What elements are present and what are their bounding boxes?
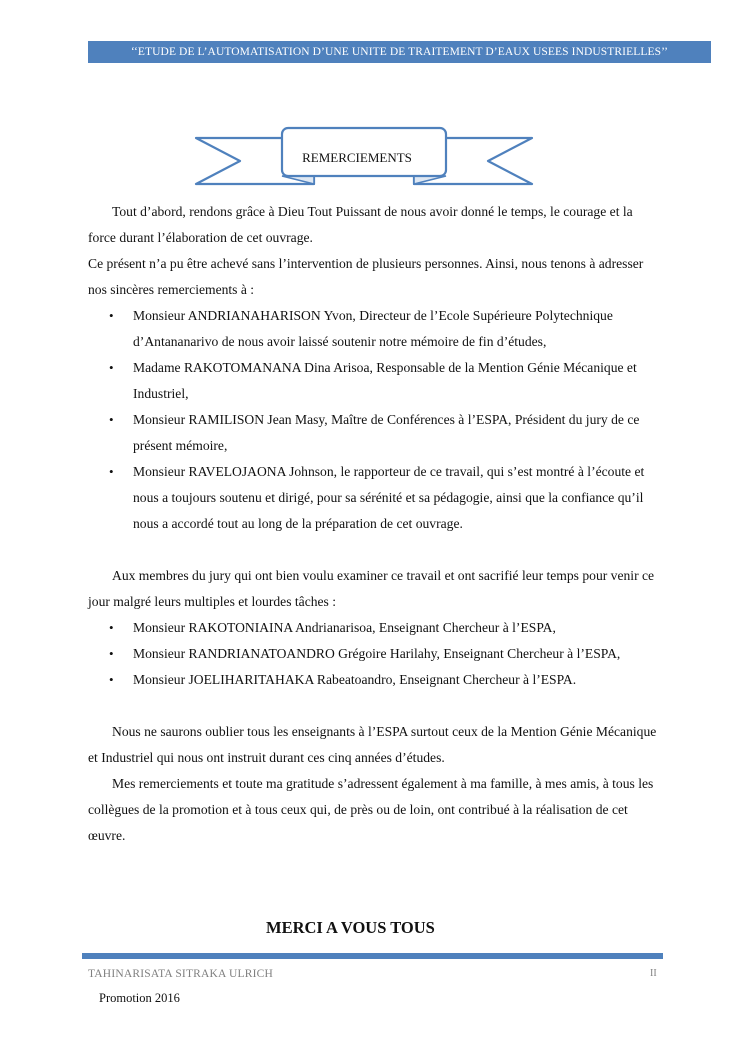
- closing-paragraph: Nous ne saurons oublier tous les enseignants à l’ESPA surtout ceux de la Mention Génie Mécanique et Industriel qui nous ont instruit durant ces cinq années d’études.: [88, 724, 657, 765]
- page-number: II: [650, 968, 657, 979]
- jury-list: [88, 615, 660, 693]
- intro-paragraph: Ce présent n’a pu être achevé sans l’intervention de plusieurs personnes. Ainsi, nous tenons à adresser nos sincères remerciements à :: [88, 256, 644, 297]
- thanks-list: [88, 303, 660, 537]
- footer-author: TAHINARISATA SITRAKA ULRICH: [88, 968, 274, 980]
- section-title: REMERCIEMENTS: [302, 150, 412, 165]
- list-item: • Monsieur JOELIHARITAHAKA Rabeatoandro, Enseignant Chercheur à l’ESPA.: [88, 667, 660, 693]
- list-item: • Monsieur RANDRIANATOANDRO Grégoire Harilahy, Enseignant Chercheur à l’ESPA,: [88, 641, 660, 667]
- list-item: • Monsieur RAKOTONIAINA Andrianarisoa, Enseignant Chercheur à l’ESPA,: [88, 615, 660, 641]
- footer-promotion: Promotion 2016: [99, 991, 180, 1005]
- closing-paragraph: Mes remerciements et toute ma gratitude s’adressent également à ma famille, à mes amis, à tous les collègues de la promotion et à tous ceux qui, de près ou de loin, ont contribué à la réalisation de cet œuvre.: [88, 776, 654, 843]
- intro-paragraph: Tout d’abord, rendons grâce à Dieu Tout Puissant de nous avoir donné le temps, le courage et la force durant l’élaboration de cet ouvrage.: [88, 204, 633, 245]
- jury-intro-paragraph: Aux membres du jury qui ont bien voulu examiner ce travail et ont sacrifié leur temps pour venir ce jour malgré leurs multiples et lourdes tâches :: [88, 568, 655, 609]
- list-item: • Monsieur RAVELOJAONA Johnson, le rapporteur de ce travail, qui s’est montré à l’écoute et nous a toujours soutenu et dirigé, pour sa sérénité et sa pédagogie, ainsi que la confiance qu’il nous a accordé tout au long de la préparation de cet ouvrage.: [88, 459, 660, 537]
- page-body: [88, 199, 660, 849]
- list-item: • Monsieur RAMILISON Jean Masy, Maître de Conférences à l’ESPA, Président du jury de ce présent mémoire,: [88, 407, 660, 459]
- list-item: • Madame RAKOTOMANANA Dina Arisoa, Responsable de la Mention Génie Mécanique et Industriel,: [88, 355, 660, 407]
- running-header: ‘‘ETUDE DE L’AUTOMATISATION D’UNE UNITE DE TRAITEMENT D’EAUX USEES INDUSTRIELLES’’: [88, 41, 711, 63]
- footer-divider: [82, 953, 663, 959]
- list-item: • Monsieur ANDRIANAHARISON Yvon, Directeur de l’Ecole Supérieure Polytechnique d’Antananarivo de nous avoir laissé soutenir notre mémoire de fin d’études,: [88, 303, 660, 355]
- closing-title: MERCI A VOUS TOUS: [266, 918, 435, 937]
